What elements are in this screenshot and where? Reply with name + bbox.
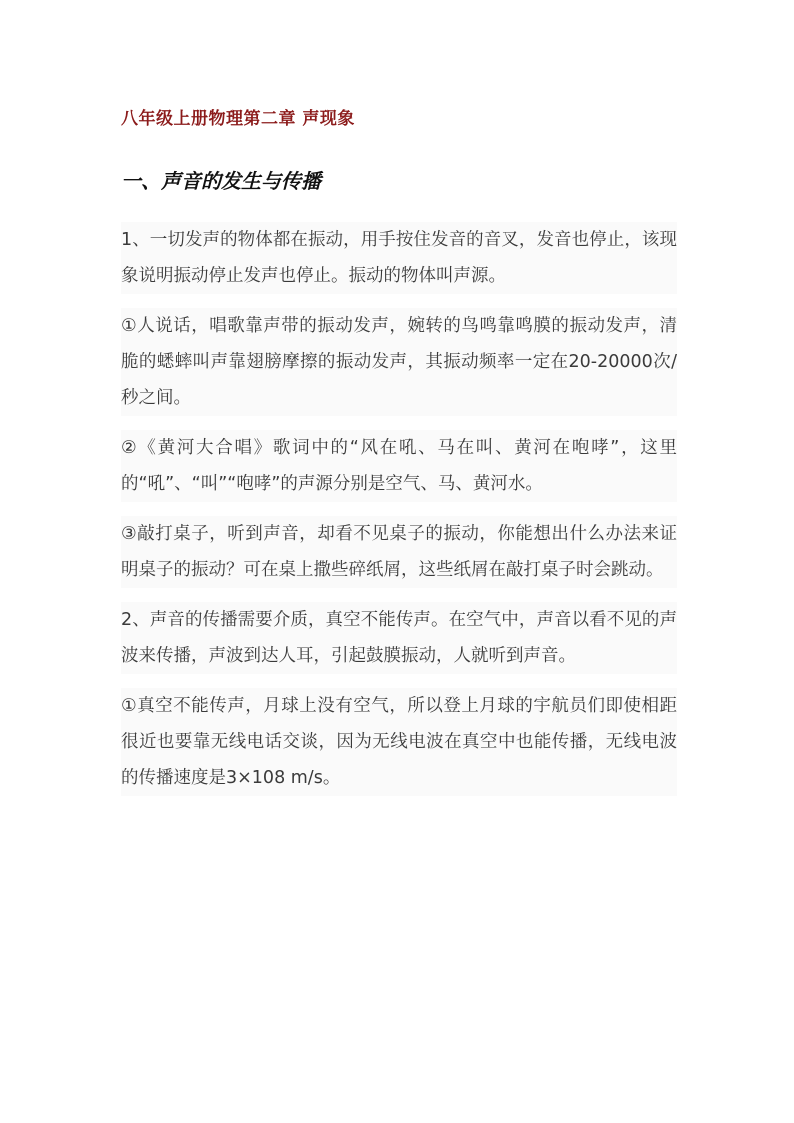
paragraph-2: 2、声音的传播需要介质，真空不能传声。在空气中，声音以看不见的声波来传播，声波到达人耳，引起鼓膜振动，人就听到声音。 (121, 602, 677, 674)
paragraph-1-3: ③敲打桌子，听到声音，却看不见桌子的振动，你能想出什么办法来证明桌子的振动？可在桌上撒些碎纸屑，这些纸屑在敲打桌子时会跳动。 (121, 516, 677, 588)
section-heading: 一、声音的发生与传播 (121, 169, 321, 193)
paragraph-1: 1、一切发声的物体都在振动，用手按住发音的音叉，发音也停止，该现象说明振动停止发声也停止。振动的物体叫声源。 (121, 222, 677, 294)
paragraph-1-1: ①人说话，唱歌靠声带的振动发声，婉转的鸟鸣靠鸣膜的振动发声，清脆的蟋蟀叫声靠翅膀摩擦的振动发声，其振动频率一定在20-20000次/秒之间。 (121, 308, 677, 416)
paragraph-2-1: ①真空不能传声，月球上没有空气，所以登上月球的宇航员们即使相距很近也要靠无线电话交谈，因为无线电波在真空中也能传播，无线电波的传播速度是3×108 m/s。 (121, 688, 677, 796)
document-title: 八年级上册物理第二章 声现象 (121, 109, 355, 129)
paragraph-1-2: ②《黄河大合唱》歌词中的“风在吼、马在叫、黄河在咆哮”，这里的“吼”、“叫”“咆哮”的声源分别是空气、马、黄河水。 (121, 430, 677, 502)
document-body (121, 222, 677, 810)
